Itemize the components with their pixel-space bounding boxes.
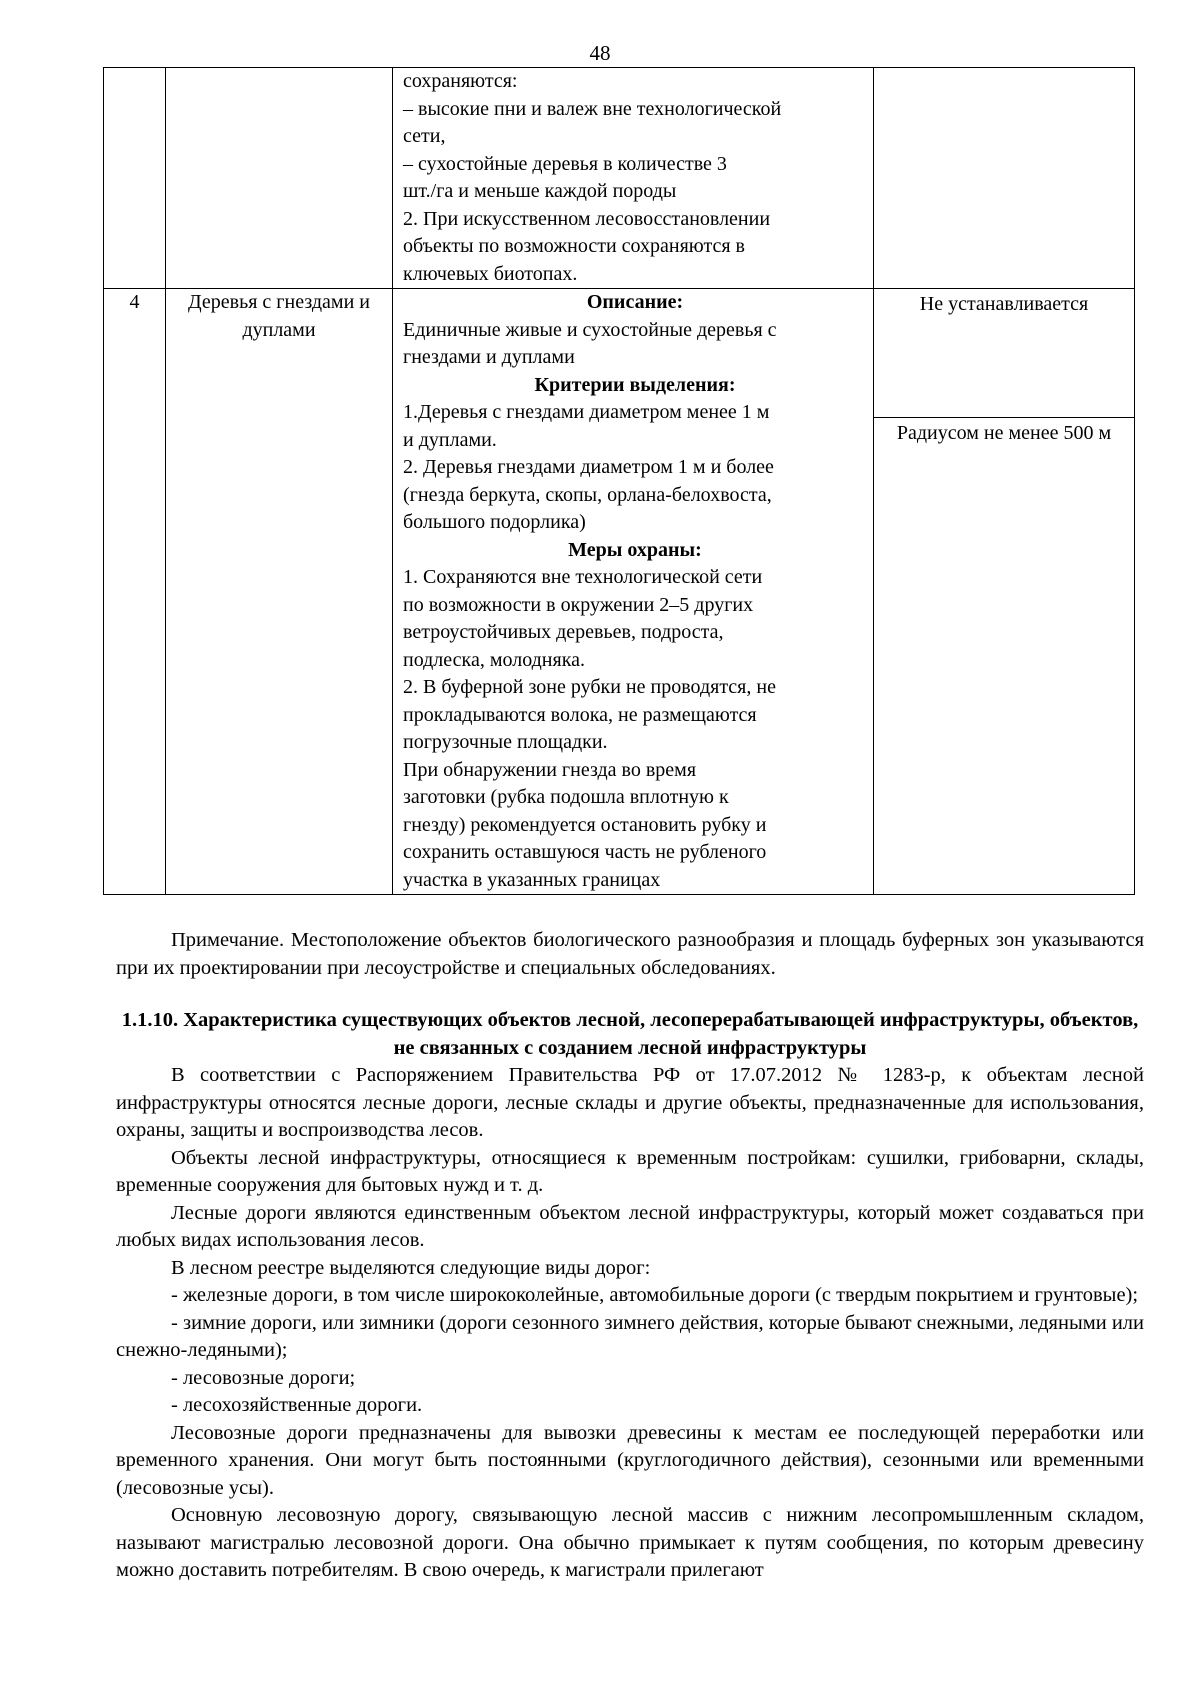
- description-line: шт./га и меньше каждой породы: [403, 180, 677, 202]
- description-line: 2. При искусственном лесовосстановлении: [403, 207, 771, 230]
- buffer-zone-large: Радиусом не менее 500 м: [896, 422, 1112, 444]
- description-heading: Меры охраны:: [568, 538, 702, 561]
- description-line: сети,: [403, 125, 446, 147]
- paragraph: - лесовозные дороги;: [171, 1366, 356, 1389]
- section-heading: 1.1.10. Характеристика существующих объектов лесной, лесоперерабатывающей инфраструктуры, объектов, не связанных с созданием лесной инфраструктуры: [121, 1009, 1139, 1059]
- description-line: подлеска, молодняка.: [403, 648, 585, 671]
- biodiversity-objects-table: [103, 67, 1135, 895]
- description-line: ключевых биотопах.: [403, 262, 578, 285]
- cell-object-name: [166, 68, 393, 289]
- description-line: – высокие пни и валеж вне технологической: [403, 97, 782, 120]
- description-line: погрузочные площадки.: [403, 731, 608, 753]
- cell-description: [393, 289, 874, 895]
- table-row: [104, 289, 1135, 895]
- description-line: сохраняются:: [403, 70, 518, 92]
- section-body: [116, 1062, 1144, 1585]
- cell-buffer-zone: [874, 68, 1135, 289]
- paragraph: В соответствии с Распоряжением Правительства РФ от 17.07.2012 № 1283-р, к объектам лесной инфраструктуры относятся лесные дороги, лесные склады и другие объекты, предназначенные для использования, охраны, защиты и воспроизводства лесов.: [116, 1064, 1144, 1141]
- description-line: заготовки (рубка подошла вплотную к: [403, 786, 729, 808]
- description-line: (гнезда беркута, скопы, орлана-белохвоста,: [403, 483, 772, 506]
- cell-description: [393, 68, 874, 289]
- paragraph: Лесные дороги являются единственным объектом лесной инфраструктуры, который может создаваться при любых видах использования лесов.: [116, 1201, 1144, 1251]
- description-line: участка в указанных границах: [403, 868, 661, 891]
- paragraph: Лесовозные дороги предназначены для вывозки древесины к местам ее последующей переработки или временного хранения. Они могут быть постоянными (круглогодичного действия), сезонными или временными (лесовозные усы).: [116, 1421, 1144, 1499]
- description-line: сохранить оставшуюся часть не рубленого: [403, 841, 767, 863]
- buffer-zone-small: Не устанавливается: [874, 289, 1134, 418]
- description-line: ветроустойчивых деревьев, подроста,: [403, 621, 724, 643]
- page-number: 48: [589, 41, 611, 65]
- cell-object-name: Деревья с гнездами и дуплами: [166, 289, 393, 895]
- description-line: 1. Сохраняются вне технологической сети: [403, 566, 763, 588]
- paragraph: - железные дороги, в том числе ширококолейные, автомобильные дороги (с твердым покрытием и грунтовые);: [171, 1284, 1139, 1306]
- paragraph: Объекты лесной инфраструктуры, относящиеся к временным постройкам: сушилки, грибоварни, склады, временные сооружения для бытовых нужд и т. д.: [116, 1146, 1144, 1196]
- description-text: [393, 68, 873, 288]
- description-line: Единичные живые и сухостойные деревья с: [403, 318, 777, 341]
- description-heading: Описание:: [586, 291, 684, 313]
- cell-number: [104, 68, 166, 289]
- description-line: гнездами и дуплами: [403, 346, 575, 368]
- description-line: – сухостойные деревья в количестве 3: [403, 152, 727, 175]
- cell-buffer-zone: [874, 289, 1135, 895]
- cell-number: 4: [104, 289, 166, 895]
- description-line: большого подорлика): [403, 511, 586, 533]
- description-line: прокладываются волока, не размещаются: [403, 703, 757, 726]
- description-heading: Критерии выделения:: [534, 373, 736, 396]
- table-note: Примечание. Местоположение объектов биологического разнообразия и площадь буферных зон указываются при их проектировании при лесоустройстве и специальных обследованиях.: [116, 929, 1144, 979]
- description-line: 1.Деревья с гнездами диаметром менее 1 м: [403, 401, 770, 423]
- description-line: объекты по возможности сохраняются в: [403, 235, 745, 257]
- paragraph: - лесохозяйственные дороги.: [171, 1394, 423, 1416]
- description-line: 2. Деревья гнездами диаметром 1 м и более: [403, 456, 774, 478]
- description-line: по возможности в окружении 2–5 других: [403, 593, 754, 616]
- paragraph: - зимние дороги, или зимники (дороги сезонного зимнего действия, которые бывают снежными, ледяными или снежно-ледяными);: [116, 1311, 1144, 1361]
- description-text: [393, 289, 873, 894]
- description-line: При обнаружении гнезда во время: [403, 758, 697, 781]
- description-line: и дуплами.: [403, 428, 497, 451]
- paragraph: Основную лесовозную дорогу, связывающую лесной массив с нижним лесопромышленным складом, называют магистралью лесовозной дороги. Она обычно примыкает к путям сообщения, по которым древесину можно доставить потребителям. В свою очередь, к магистрали прилегают: [116, 1504, 1144, 1581]
- description-line: гнезду) рекомендуется остановить рубку и: [403, 813, 767, 836]
- table-row: [104, 68, 1135, 289]
- paragraph: В лесном реестре выделяются следующие виды дорог:: [171, 1256, 651, 1279]
- description-line: 2. В буферной зоне рубки не проводятся, не: [403, 676, 776, 698]
